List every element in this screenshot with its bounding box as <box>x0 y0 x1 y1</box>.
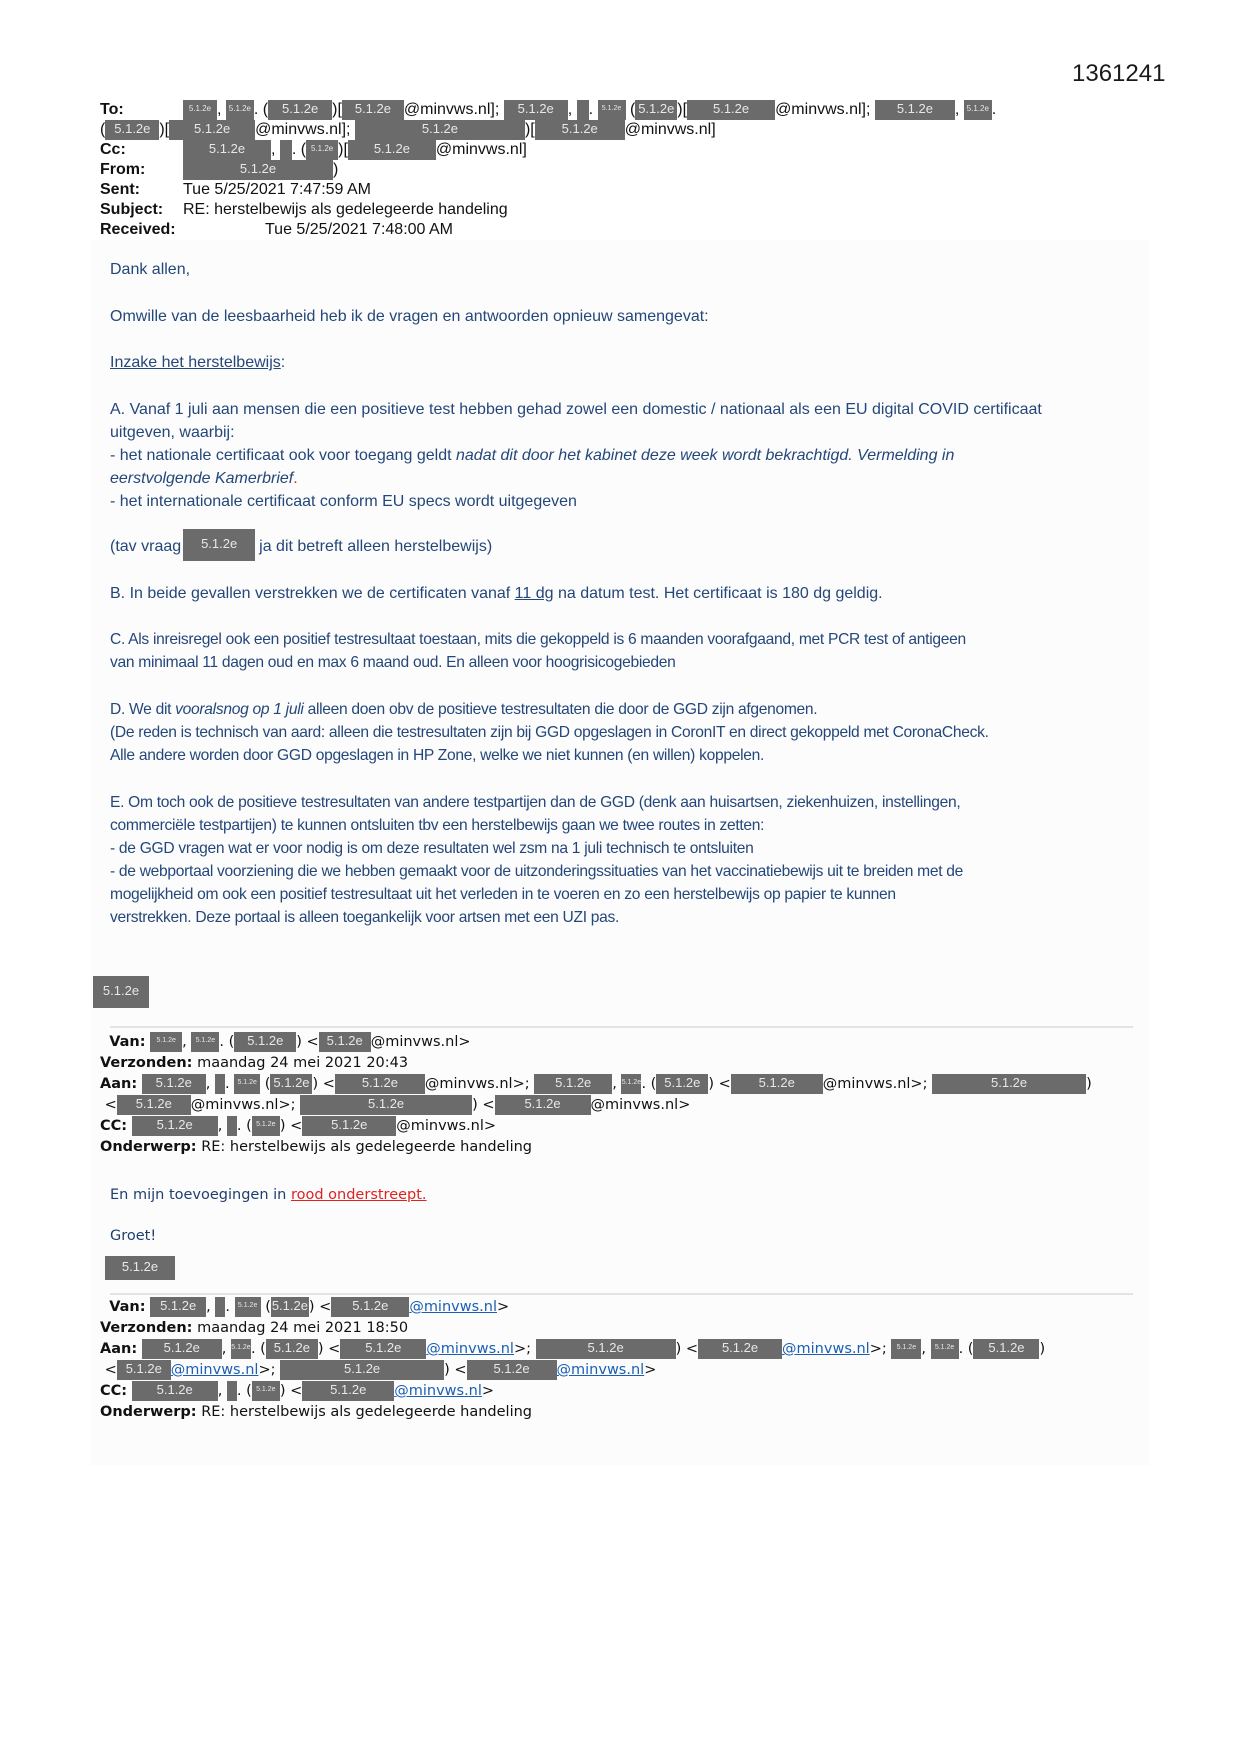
email-header <box>100 100 996 240</box>
email-domain: @minvws.nl] <box>435 141 527 158</box>
redaction: 5.1.2e <box>235 1297 261 1317</box>
redaction: 5.1.2e <box>105 120 159 140</box>
divider <box>110 1293 1133 1295</box>
redaction: 5.1.2e <box>495 1095 591 1115</box>
redaction: 5.1.2e <box>355 120 525 140</box>
intro-paragraph: Omwille van de leesbaarheid heb ik de vragen en antwoorden opnieuw samengevat: <box>110 308 709 325</box>
redaction <box>577 100 589 120</box>
redaction: 5.1.2e <box>536 1339 676 1359</box>
redaction: 5.1.2e <box>234 1074 260 1094</box>
redaction: 5.1.2e <box>142 1339 222 1359</box>
point-c: C. Als inreisregel ook een positief testresultaat toestaan, mits die gekoppeld is 6 maanden voorafgaand, met PCR test of antigeen van minimaal 11 dagen oud en max 6 maand oud. En alleen voor hoogrisicogebieden <box>110 631 966 671</box>
received-value: Tue 5/25/2021 7:48:00 AM <box>265 221 453 238</box>
signature-redaction: 5.1.2e <box>105 1256 175 1280</box>
email-domain: @minvws.nl] <box>624 121 716 138</box>
received-row <box>100 220 996 240</box>
email-link[interactable]: @minvws.nl <box>782 1341 870 1357</box>
redaction: 5.1.2e <box>252 1116 280 1136</box>
sent-row <box>100 180 996 200</box>
tav-vraag-line: (tav vraag 5.1.2e ja dit betreft alleen herstelbewijs) <box>110 535 1130 561</box>
subject-value: RE: herstelbewijs als gedelegeerde handeling <box>183 201 508 218</box>
redaction: 5.1.2e <box>875 100 955 120</box>
redaction: 5.1.2e <box>319 1032 371 1052</box>
email-link[interactable]: @minvws.nl <box>426 1341 514 1357</box>
email-domain: @minvws.nl]; <box>255 121 351 138</box>
email-link[interactable]: @minvws.nl <box>394 1383 482 1399</box>
greeting: Dank allen, <box>110 261 191 278</box>
redaction: 5.1.2e <box>191 1032 219 1052</box>
redaction: 5.1.2e <box>687 100 775 120</box>
email-link[interactable]: @minvws.nl <box>556 1362 645 1378</box>
redaction: 5.1.2e <box>150 1297 206 1317</box>
to-label: To: <box>100 101 124 118</box>
sent-value: Tue 5/25/2021 7:47:59 AM <box>183 181 371 198</box>
redaction: 5.1.2e <box>226 100 254 120</box>
redaction: 5.1.2e <box>268 100 332 120</box>
redaction: 5.1.2e <box>635 100 677 120</box>
from-label: From: <box>100 161 146 178</box>
cc-label: Cc: <box>100 141 126 158</box>
redaction: 5.1.2e <box>302 1381 394 1401</box>
redaction: 5.1.2e <box>183 100 217 120</box>
redaction: 5.1.2e <box>231 1339 251 1359</box>
email-domain: @minvws.nl]; <box>775 101 871 118</box>
divider <box>110 1026 1133 1028</box>
redaction: 5.1.2e <box>504 100 568 120</box>
cc-row: Cc: 5.1.2e , . ( 5.1.2e )[ 5.1.2e @minvws.nl] <box>100 141 527 158</box>
redaction: 5.1.2e <box>698 1339 782 1359</box>
redaction <box>280 140 292 160</box>
redaction: 5.1.2e <box>169 120 255 140</box>
redaction: 5.1.2e <box>270 1074 312 1094</box>
redaction: 5.1.2e <box>964 100 992 120</box>
redaction <box>227 1116 237 1136</box>
redaction: 5.1.2e <box>117 1095 191 1115</box>
redaction: 5.1.2e <box>598 100 626 120</box>
redaction: 5.1.2e <box>271 1297 309 1317</box>
redaction: 5.1.2e <box>656 1074 708 1094</box>
redaction: 5.1.2e <box>142 1074 206 1094</box>
forward-1-message: En mijn toevoegingen in rood onderstreept. <box>110 1187 427 1203</box>
redaction: 5.1.2e <box>280 1360 444 1380</box>
subject-row <box>100 200 996 220</box>
forward-2-header: Van: 5.1.2e , . 5.1.2e (5.1.2e) < 5.1.2e @minvws.nl> Verzonden: maandag 24 mei 2021 18:50 Aan: 5.1.2e , 5.1.2e. ( 5.1.2e ) < 5.1.2e @minvws.nl>; 5.1.2e ) < 5.1.2e @minvws.nl>; 5.1.2e , 5.1.2e . ( 5.1.2e ) < 5.1.2e @minvws.nl>; 5.1.2e ) < 5.1.2e @minvws.nl> CC: 5.1.2e , . ( 5.1.2e ) < 5.1.2e @minvws.nl> Onderwerp: RE: herstelbewijs als gedelegeerde handeling <box>100 1298 1046 1420</box>
redaction: 5.1.2e <box>183 529 255 561</box>
redaction: 5.1.2e <box>467 1360 557 1380</box>
from-row: From: 5.1.2e ) <box>100 161 339 178</box>
redaction: 5.1.2e <box>300 1095 472 1115</box>
redaction: 5.1.2e <box>306 140 338 160</box>
redaction: 5.1.2e <box>335 1074 425 1094</box>
redaction: 5.1.2e <box>342 100 404 120</box>
subject-label: Subject: <box>100 201 164 218</box>
redaction: 5.1.2e <box>348 140 436 160</box>
email-link[interactable]: @minvws.nl <box>409 1299 497 1315</box>
redaction: 5.1.2e <box>150 1032 182 1052</box>
redaction: 5.1.2e <box>891 1339 921 1359</box>
forward-1-closing: Groet! <box>110 1228 157 1244</box>
point-b: B. In beide gevallen verstrekken we de certificaten vanaf 11 dg na datum test. Het certificaat is 180 dg geldig. <box>110 585 883 602</box>
point-a: A. Vanaf 1 juli aan mensen die een positieve test hebben gehad zowel een domestic / nationaal als een EU digital COVID certificaat uitgeven, waarbij: - het nationale certificaat ook voor toegang geldt nadat dit door het kabinet deze week wordt bekrachtigd. Vermelding in eerstvolgende Kamerbrief. - het internationale certificaat conform EU specs wordt uitgegeven <box>110 401 1042 510</box>
document-number: 1361241 <box>1072 60 1166 87</box>
redaction: 5.1.2e <box>183 140 271 160</box>
redaction: 5.1.2e <box>731 1074 823 1094</box>
point-d: D. We dit vooralsnog op 1 juli alleen doen obv de positieve testresultaten die door de GGD zijn afgenomen. (De reden is technisch van aard: alleen die testresultaten zijn bij GGD opgeslagen in CoronIT en direct gekoppeld met CoronaCheck. Alle andere worden door GGD opgeslagen in HP Zone, welke we niet kunnen (en willen) koppelen. <box>110 701 989 764</box>
redaction: 5.1.2e <box>534 1074 612 1094</box>
redaction: 5.1.2e <box>931 1339 959 1359</box>
redaction: 5.1.2e <box>973 1339 1039 1359</box>
redaction: 5.1.2e <box>932 1074 1086 1094</box>
section-title: Inzake het herstelbewijs: <box>110 354 286 371</box>
to-row: To: 5.1.2e , 5.1.2e . ( 5.1.2e )[ 5.1.2e @minvws.nl]; 5.1.2e , . 5.1.2e ( 5.1.2e )[ 5.1.2e @minvws.nl]; 5.1.2e , 5.1.2e . <box>100 101 997 118</box>
redaction: 5.1.2e <box>302 1116 396 1136</box>
redaction: 5.1.2e <box>621 1074 641 1094</box>
email-link[interactable]: @minvws.nl <box>170 1362 259 1378</box>
redaction <box>227 1381 237 1401</box>
email-domain: @minvws.nl]; <box>403 101 500 118</box>
to-row-continued: ( 5.1.2e )[ 5.1.2e @minvws.nl]; 5.1.2e )[ 5.1.2e @minvws.nl] <box>100 121 716 138</box>
redaction: 5.1.2e <box>252 1381 280 1401</box>
sent-label: Sent: <box>100 181 140 198</box>
redaction: 5.1.2e <box>132 1381 218 1401</box>
redaction: 5.1.2e <box>535 120 625 140</box>
redaction: 5.1.2e <box>331 1297 409 1317</box>
forward-1-header: Van: 5.1.2e , 5.1.2e . ( 5.1.2e ) < 5.1.2e @minvws.nl> Verzonden: maandag 24 mei 2021 20:43 Aan: 5.1.2e , . 5.1.2e ( 5.1.2e ) < 5.1.2e @minvws.nl>; 5.1.2e , 5.1.2e. ( 5.1.2e ) < 5.1.2e @minvws.nl>; 5.1.2e ) < 5.1.2e @minvws.nl>; 5.1.2e ) < 5.1.2e @minvws.nl> CC: 5.1.2e , . ( 5.1.2e ) < 5.1.2e @minvws.nl> Onderwerp: RE: herstelbewijs als gedelegeerde handeling <box>100 1033 1092 1155</box>
redaction: 5.1.2e <box>117 1360 171 1380</box>
redaction: 5.1.2e <box>234 1032 296 1052</box>
redaction <box>215 1074 225 1094</box>
signature-redaction: 5.1.2e <box>93 976 149 1008</box>
received-label: Received: <box>100 221 176 238</box>
redaction: 5.1.2e <box>183 160 333 180</box>
point-e: E. Om toch ook de positieve testresultaten van andere testpartijen dan de GGD (denk aan huisartsen, ziekenhuizen, instellingen, commerciële testpartijen) te kunnen ontsluiten tbv een herstelbewijs gaan we twee routes in zetten: - de GGD vragen wat er voor nodig is om deze resultaten wel zsm na 1 juli technisch te ontsluiten - de webportaal voorziening die we hebben gemaakt voor de uitzonderingssituaties van het vaccinatiebewijs uit te breiden met de mogelijkheid om ook een positief testresultaat uit het verleden in te voeren en zo een herstelbewijs op papier te kunnen verstrekken. Deze portaal is alleen toegankelijk voor artsen met een UZI pas. <box>110 794 964 926</box>
redaction: 5.1.2e <box>340 1339 426 1359</box>
redaction <box>215 1297 225 1317</box>
redaction: 5.1.2e <box>266 1339 318 1359</box>
redaction: 5.1.2e <box>132 1116 218 1136</box>
